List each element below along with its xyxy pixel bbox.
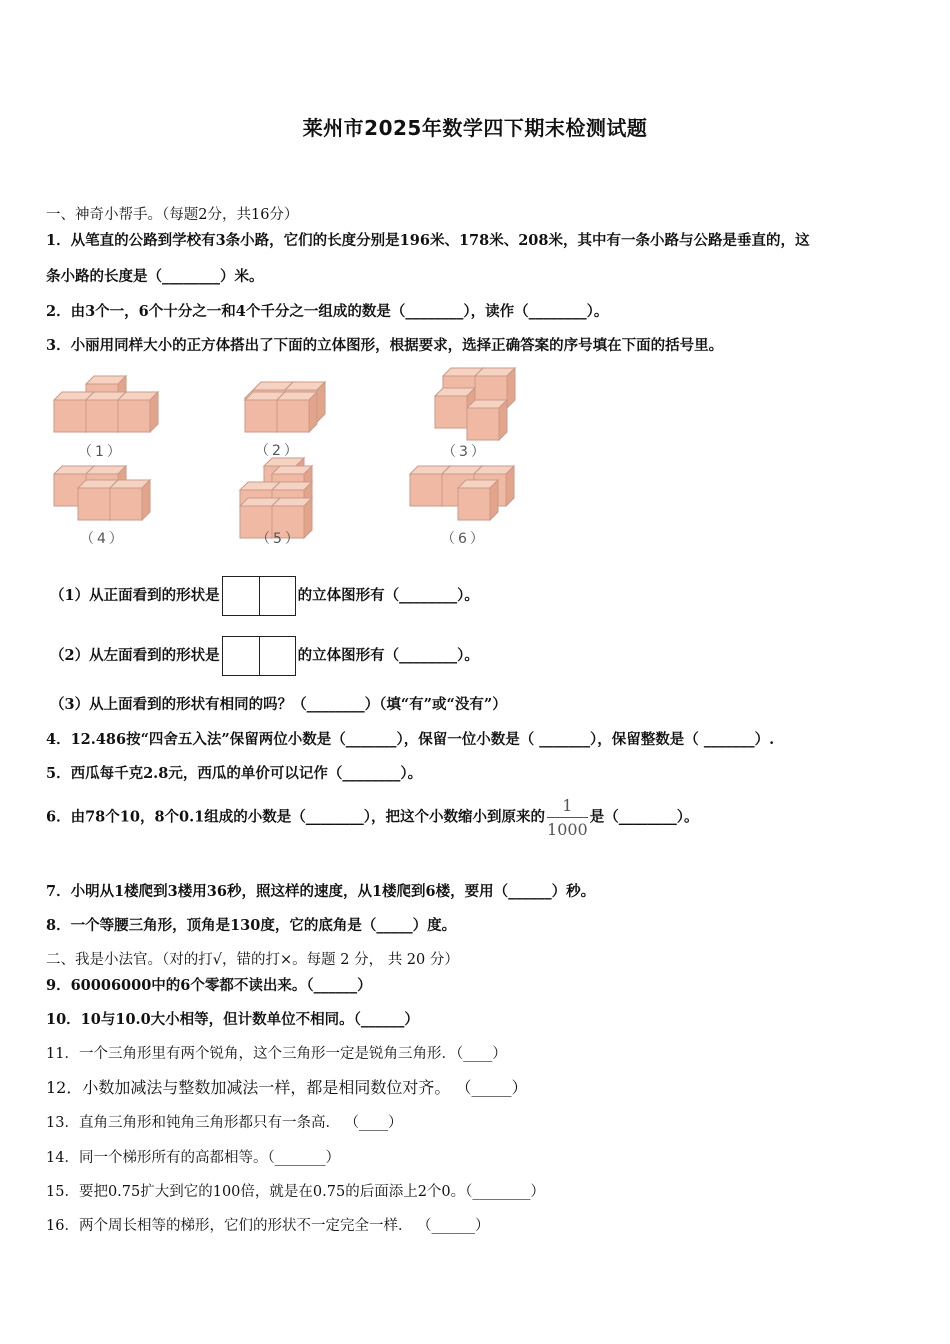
question-3-2 (50, 636, 479, 676)
page-title: 莱州市2025年数学四下期末检测试题 (302, 116, 648, 140)
question-15: 15．要把0.75扩大到它的100倍，就是在0.75的后面添上2个0。（________） (46, 1184, 545, 1200)
figure-4 (54, 466, 150, 520)
question-14: 14．同一个梯形所有的高都相等。（_______） (46, 1150, 340, 1166)
question-9: 9．60006000中的6个零都不读出来。（______） (46, 977, 372, 994)
question-12: 12．小数加减法与整数加减法一样，都是相同数位对齐。 （_____） (46, 1078, 528, 1097)
figure-1 (54, 376, 158, 432)
question-6-suffix: 是（________）。 (589, 808, 699, 826)
section-heading-2: 二、我是小法官。（对的打√，错的打×。每题 2 分， 共 20 分） (46, 952, 459, 968)
front-view-shape (222, 576, 296, 616)
figure-5-label: （5） (256, 531, 302, 547)
figure-3-label: （3） (442, 444, 488, 460)
question-1-line-2: 条小路的长度是（________）米。 (46, 268, 264, 285)
figure-4-label: （4） (80, 531, 126, 547)
question-1-line-1: 1．从笔直的公路到学校有3条小路，它们的长度分别是196米、178米、208米，其中有一条小路与公路是垂直的，这 (46, 232, 810, 249)
question-4: 4．12.486按“四舍五入法”保留两位小数是（_______），保留一位小数是（ _______），保留整数是（ _______）. (46, 731, 775, 748)
figure-2-label: （2） (255, 443, 301, 459)
question-8: 8．一个等腰三角形，顶角是130度，它的底角是（_____）度。 (46, 917, 457, 934)
question-3-2-prefix: （2）从左面看到的形状是 (50, 647, 220, 664)
question-3-1-suffix: 的立体图形有（________）。 (297, 587, 479, 604)
question-3-3: （3）从上面看到的形状有相同的吗？（________）（填“有”或“没有”） (50, 696, 507, 713)
section-heading-1: 一、神奇小帮手。（每题2分，共16分） (46, 207, 299, 223)
question-13: 13．直角三角形和钝角三角形都只有一条高． （____） (46, 1115, 403, 1131)
question-3-1-prefix: （1）从正面看到的形状是 (50, 587, 220, 604)
fraction-denominator: 1000 (547, 820, 588, 839)
figure-6-label: （6） (441, 531, 487, 547)
question-6-prefix: 6．由78个10，8个0.1组成的小数是（________），把这个小数缩小到原来的 (46, 808, 546, 826)
question-10: 10．10与10.0大小相等，但计数单位不相同。（______） (46, 1011, 419, 1028)
question-2: 2．由3个一，6个十分之一和4个千分之一组成的数是（________），读作（________）。 (46, 303, 609, 320)
figure-1-label: （1） (78, 444, 124, 460)
figure-3 (435, 368, 515, 440)
left-view-shape (222, 636, 296, 676)
figure-2 (245, 382, 325, 432)
question-5: 5．西瓜每千克2.8元，西瓜的单价可以记作（________）。 (46, 765, 423, 782)
fraction-numerator: 1 (547, 796, 588, 818)
question-7: 7．小明从1楼爬到3楼用36秒，照这样的速度，从1楼爬到6楼，要用（______）秒。 (46, 883, 596, 900)
question-6 (46, 796, 698, 839)
fraction (547, 796, 588, 839)
question-3-2-suffix: 的立体图形有（________）。 (297, 647, 479, 664)
question-11: 11．一个三角形里有两个锐角，这个三角形一定是锐角三角形．（____） (46, 1046, 507, 1062)
figure-6 (410, 466, 514, 520)
question-3-1 (50, 576, 479, 616)
question-16: 16．两个周长相等的梯形，它们的形状不一定完全一样． （______） (46, 1218, 490, 1234)
question-3: 3．小丽用同样大小的正方体搭出了下面的立体图形，根据要求，选择正确答案的序号填在下面的括号里。 (46, 337, 724, 354)
figure-5 (240, 458, 312, 538)
